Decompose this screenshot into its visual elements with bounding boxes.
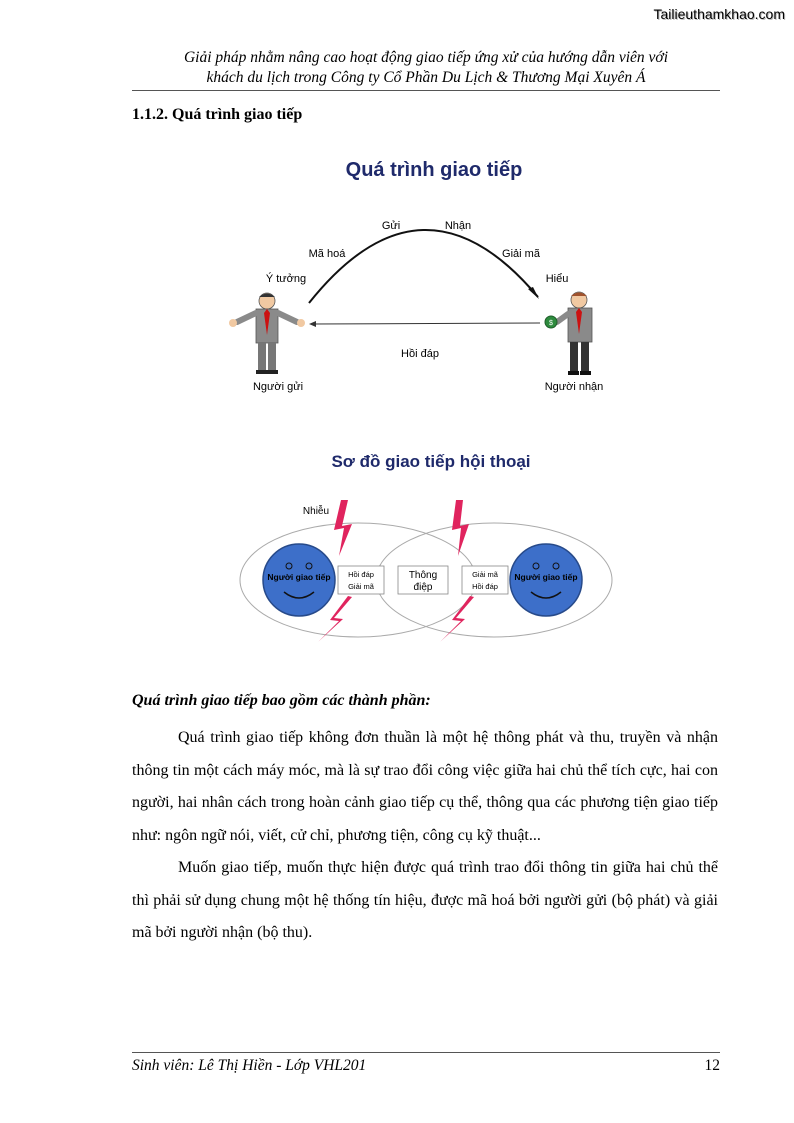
footer-divider: [132, 1052, 720, 1053]
label-giai-ma: Giải mã: [502, 248, 540, 260]
label-ma-hoa: Mã hoá: [308, 248, 346, 260]
right-person-label: Người giao tiếp: [514, 572, 578, 582]
center-line2: điệp: [413, 582, 433, 593]
svg-text:$: $: [549, 320, 553, 327]
figure1-title: Quá trình giao tiếp: [345, 159, 523, 181]
noise-lightning-icon: [334, 500, 352, 556]
left-person-label: Người giao tiếp: [267, 572, 331, 582]
body-text: [132, 722, 718, 950]
footer-student: Sinh viên: Lê Thị Hiền - Lớp VHL201: [132, 1057, 367, 1074]
label-nguoi-nhan: Người nhận: [544, 381, 604, 393]
section-heading: 1.1.2. Quá trình giao tiếp: [132, 106, 303, 123]
label-gui: Gửi: [381, 220, 401, 232]
components-subheading: Quá trình giao tiếp bao gồm các thành phần:: [132, 692, 431, 709]
label-hoi-dap: Hồi đáp: [401, 348, 439, 360]
label-nhan: Nhận: [444, 220, 472, 232]
header-line-2: khách du lịch trong Công ty Cổ Phần Du Lịch & Thương Mại Xuyên Á: [206, 69, 646, 86]
header-line-1: Giải pháp nhằm nâng cao hoạt động giao tiếp ứng xử của hướng dẫn viên với: [183, 49, 669, 66]
watermark: Tailieuthamkhao.com: [653, 6, 785, 22]
center-line1: Thông: [408, 570, 438, 581]
left-box-line2: Giải mã: [348, 582, 374, 591]
right-box-line2: Hồi đáp: [472, 582, 498, 591]
left-box-line1: Hồi đáp: [348, 570, 374, 579]
figure2-title: Sơ đồ giao tiếp hội thoại: [331, 452, 531, 471]
label-nguoi-gui: Người gửi: [252, 381, 304, 393]
paragraph-1: Quá trình giao tiếp không đơn thuần là một hệ thông phát và thu, truyền và nhận thông tin một cách máy móc, mà là sự trao đổi công việc giữa hai chủ thể tích cực, hai con người, hai nhân cách trong hoàn cảnh giao tiếp cụ thể, thông qua các phương tiện giao tiếp như: ngôn ngữ nói, viết, cử chỉ, phương tiện, công cụ kỹ thuật...: [132, 729, 718, 844]
label-y-tuong: Ý tưởng: [265, 273, 307, 285]
paragraph-2: Muốn giao tiếp, muốn thực hiện được quá trình trao đổi thông tin giữa hai chủ thể thì phải sử dụng chung một hệ thống tín hiệu, được mã hoá bởi người gửi (bộ phát) và giải mã bởi người nhận (bộ thu).: [132, 859, 718, 941]
page-number: 12: [704, 1057, 720, 1074]
right-box-line1: Giải mã: [472, 570, 498, 579]
label-hieu: Hiểu: [545, 273, 569, 285]
label-nhieu: Nhiễu: [302, 506, 330, 517]
